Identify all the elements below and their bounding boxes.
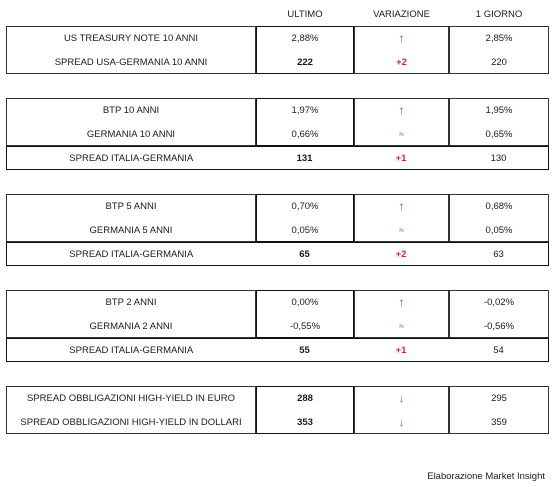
table-row [6,218,549,242]
arrow-up-icon: ↑ [398,295,405,309]
1-giorno-value: 0,68% [485,200,513,212]
1-giorno-value: 54 [493,344,504,356]
row-label: SPREAD OBBLIGAZIONI HIGH-YIELD IN EURO [27,392,235,404]
row-label: GERMANIA 10 ANNI [86,128,176,140]
table-row [6,242,549,266]
column-header-1-giorno: 1 GIORNO [475,9,523,20]
table-row [6,338,549,362]
row-label: BTP 5 ANNI [105,200,157,212]
1-giorno-value: 0,65% [485,128,513,140]
variazione-value: +1 [395,152,407,164]
table-row [6,122,549,146]
table-row [6,26,549,50]
1-giorno-value: 1,95% [485,104,513,116]
ultimo-value: 1,97% [291,104,319,116]
table-row [6,98,549,122]
1-giorno-value: 0,05% [485,224,513,236]
ultimo-value: 353 [297,416,313,428]
table-group [6,290,549,362]
1-giorno-value: -0,02% [483,296,515,308]
approx-icon: ≈ [399,321,404,331]
row-label: SPREAD OBBLIGAZIONI HIGH-YIELD IN DOLLARI [20,416,242,428]
ultimo-value: -0,55% [289,320,321,332]
row-label: BTP 2 ANNI [105,296,157,308]
table-row [6,410,549,434]
arrow-up-icon: ↑ [398,199,405,213]
ultimo-value: 0,05% [291,224,319,236]
ultimo-value: 0,66% [291,128,319,140]
row-label: SPREAD ITALIA-GERMANIA [69,152,194,164]
table-row [6,50,549,74]
ultimo-value: 222 [297,56,313,68]
1-giorno-value: 295 [491,392,507,404]
variazione-value: +2 [396,56,407,68]
ultimo-value: 131 [296,152,313,164]
row-label: BTP 10 ANNI [102,104,160,116]
column-header-variazione: VARIAZIONE [373,9,430,20]
table-group [6,194,549,266]
table-row [6,290,549,314]
arrow-up-icon: ↑ [398,31,405,45]
row-label: GERMANIA 5 ANNI [89,224,173,236]
table-row [6,314,549,338]
1-giorno-value: 130 [490,152,507,164]
table-row [6,194,549,218]
arrow-down-icon: ↓ [398,391,405,405]
arrow-down-icon: ↓ [398,415,405,429]
row-label: SPREAD USA-GERMANIA 10 ANNI [54,56,208,68]
ultimo-value: 288 [297,392,313,404]
approx-icon: ≈ [399,129,404,139]
ultimo-value: 0,00% [291,296,319,308]
ultimo-value: 55 [299,344,310,356]
row-label: US TREASURY NOTE 10 ANNI [63,32,199,44]
1-giorno-value: -0,56% [483,320,515,332]
ultimo-value: 65 [299,248,310,260]
1-giorno-value: 359 [491,416,507,428]
1-giorno-value: 220 [491,56,507,68]
variazione-value: +1 [395,344,407,356]
variazione-value: +2 [395,248,407,260]
ultimo-value: 2,88% [291,32,319,44]
row-label: SPREAD ITALIA-GERMANIA [69,248,194,260]
table-row [6,386,549,410]
table-group [6,26,549,74]
table-group [6,98,549,170]
row-label: GERMANIA 2 ANNI [89,320,173,332]
1-giorno-value: 63 [493,248,504,260]
source-note: Elaborazione Market Insight [427,471,545,482]
arrow-up-icon: ↑ [398,103,405,117]
ultimo-value: 0,70% [291,200,319,212]
approx-icon: ≈ [399,225,404,235]
table-row [6,146,549,170]
column-header-ultimo: ULTIMO [287,9,323,20]
1-giorno-value: 2,85% [485,32,513,44]
row-label: SPREAD ITALIA-GERMANIA [69,344,194,356]
table-group [6,386,549,434]
